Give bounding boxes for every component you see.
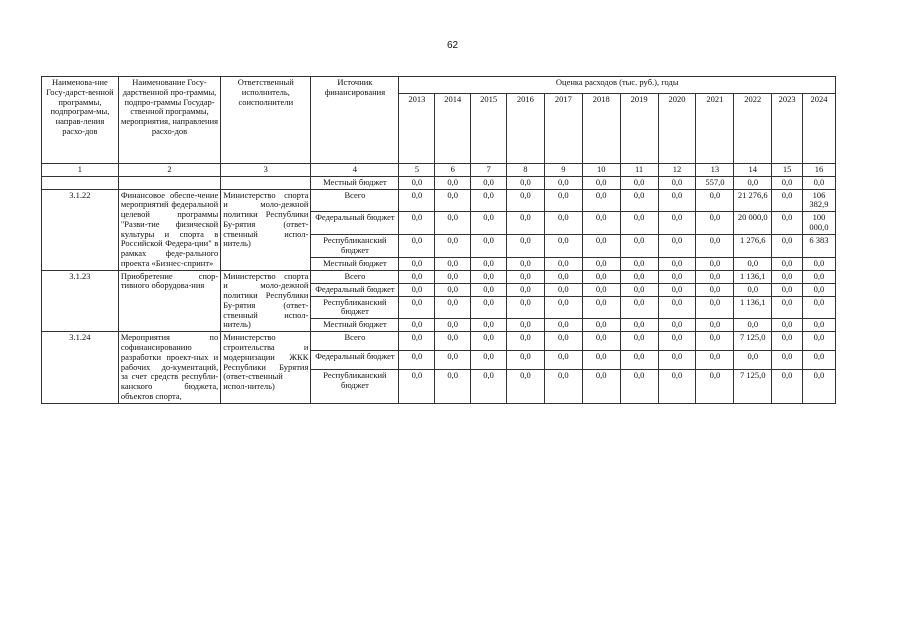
- value-cell: 0,0: [582, 235, 620, 258]
- header-costs: Оценка расходов (тыс. руб.), годы: [399, 77, 836, 94]
- value-cell: 0,0: [802, 296, 835, 319]
- year-header: 2019: [620, 94, 658, 164]
- value-cell: 0,0: [734, 176, 772, 189]
- value-cell: 0,0: [802, 270, 835, 283]
- value-cell: 0,0: [544, 212, 582, 235]
- value-cell: 0,0: [435, 270, 471, 283]
- year-header: 2014: [435, 94, 471, 164]
- value-cell: 0,0: [802, 283, 835, 296]
- value-cell: 0,0: [435, 176, 471, 189]
- column-number: 7: [471, 164, 507, 177]
- value-cell: 557,0: [696, 176, 734, 189]
- value-cell: 0,0: [471, 370, 507, 403]
- item-name: Мероприятия по софинансированию разработки проект-ных и рабочих до-кументаций, за счет средств республи-канского бюджета, объектов спорта,: [118, 332, 220, 403]
- funding-source: Местный бюджет: [311, 176, 399, 189]
- column-number: 6: [435, 164, 471, 177]
- year-header: 2021: [696, 94, 734, 164]
- value-cell: 7 125,0: [734, 370, 772, 403]
- value-cell: 0,0: [658, 283, 696, 296]
- column-number: 13: [696, 164, 734, 177]
- value-cell: 0,0: [544, 270, 582, 283]
- value-cell: 0,0: [471, 283, 507, 296]
- value-cell: 0,0: [399, 370, 435, 403]
- value-cell: 0,0: [544, 351, 582, 370]
- value-cell: 0,0: [471, 270, 507, 283]
- value-cell: 0,0: [435, 257, 471, 270]
- value-cell: 0,0: [544, 332, 582, 351]
- value-cell: 0,0: [658, 189, 696, 212]
- header-col4: Источник финансирования: [311, 77, 399, 164]
- value-cell: 6 383: [802, 235, 835, 258]
- value-cell: 0,0: [802, 332, 835, 351]
- value-cell: 100 000,0: [802, 212, 835, 235]
- value-cell: 0,0: [696, 235, 734, 258]
- value-cell: 0,0: [734, 283, 772, 296]
- value-cell: 0,0: [734, 257, 772, 270]
- value-cell: 0,0: [802, 370, 835, 403]
- column-number: 3: [221, 164, 311, 177]
- funding-source: Местный бюджет: [311, 319, 399, 332]
- value-cell: 0,0: [658, 176, 696, 189]
- value-cell: 0,0: [620, 189, 658, 212]
- value-cell: 0,0: [582, 296, 620, 319]
- value-cell: 0,0: [399, 351, 435, 370]
- value-cell: 0,0: [620, 283, 658, 296]
- value-cell: 0,0: [772, 176, 803, 189]
- value-cell: 7 125,0: [734, 332, 772, 351]
- value-cell: 0,0: [506, 332, 544, 351]
- value-cell: 0,0: [544, 257, 582, 270]
- value-cell: 0,0: [544, 176, 582, 189]
- empty-cell: [42, 176, 119, 189]
- value-cell: 0,0: [696, 296, 734, 319]
- item-executor: Министерство спорта и моло-дежной политики Республики Бу-рятия (ответ-ственный испол-нитель): [221, 270, 311, 332]
- value-cell: 0,0: [696, 283, 734, 296]
- column-number: 12: [658, 164, 696, 177]
- value-cell: 0,0: [471, 235, 507, 258]
- value-cell: 0,0: [696, 189, 734, 212]
- value-cell: 0,0: [506, 176, 544, 189]
- item-code: 3.1.23: [42, 270, 119, 332]
- value-cell: 0,0: [435, 370, 471, 403]
- value-cell: 1 136,1: [734, 296, 772, 319]
- value-cell: 0,0: [620, 235, 658, 258]
- value-cell: 0,0: [506, 189, 544, 212]
- value-cell: 0,0: [620, 332, 658, 351]
- value-cell: 0,0: [582, 351, 620, 370]
- expenditure-table: [41, 76, 836, 404]
- value-cell: 0,0: [696, 257, 734, 270]
- value-cell: 0,0: [772, 189, 803, 212]
- value-cell: 0,0: [620, 176, 658, 189]
- value-cell: 0,0: [471, 296, 507, 319]
- value-cell: 0,0: [802, 351, 835, 370]
- value-cell: 0,0: [435, 319, 471, 332]
- funding-source: Местный бюджет: [311, 257, 399, 270]
- value-cell: 0,0: [471, 319, 507, 332]
- value-cell: 0,0: [435, 332, 471, 351]
- column-number: 11: [620, 164, 658, 177]
- value-cell: 0,0: [772, 235, 803, 258]
- value-cell: 0,0: [506, 319, 544, 332]
- value-cell: 0,0: [435, 296, 471, 319]
- header-col1: Наименова-ние Госу-дарст-венной программы, подпрограм-мы, направ-ления расхо-дов: [42, 77, 119, 164]
- value-cell: 0,0: [696, 270, 734, 283]
- value-cell: 0,0: [696, 332, 734, 351]
- column-number: 8: [506, 164, 544, 177]
- value-cell: 0,0: [620, 319, 658, 332]
- value-cell: 0,0: [544, 283, 582, 296]
- value-cell: 0,0: [772, 257, 803, 270]
- empty-cell: [118, 176, 220, 189]
- value-cell: 0,0: [435, 283, 471, 296]
- value-cell: 0,0: [772, 270, 803, 283]
- value-cell: 0,0: [506, 370, 544, 403]
- value-cell: 0,0: [506, 235, 544, 258]
- value-cell: 0,0: [620, 257, 658, 270]
- funding-source: Федеральный бюджет: [311, 283, 399, 296]
- funding-source: Республиканский бюджет: [311, 235, 399, 258]
- value-cell: 0,0: [506, 351, 544, 370]
- value-cell: 0,0: [658, 351, 696, 370]
- value-cell: 0,0: [658, 296, 696, 319]
- value-cell: 0,0: [471, 189, 507, 212]
- value-cell: 1 276,6: [734, 235, 772, 258]
- column-number: 10: [582, 164, 620, 177]
- value-cell: 0,0: [582, 370, 620, 403]
- column-number: 9: [544, 164, 582, 177]
- value-cell: 0,0: [471, 332, 507, 351]
- value-cell: 0,0: [399, 296, 435, 319]
- value-cell: 21 276,6: [734, 189, 772, 212]
- column-number: 4: [311, 164, 399, 177]
- value-cell: 0,0: [544, 319, 582, 332]
- funding-source: Всего: [311, 270, 399, 283]
- year-header: 2020: [658, 94, 696, 164]
- value-cell: 0,0: [658, 319, 696, 332]
- value-cell: 0,0: [506, 283, 544, 296]
- item-name: Финансовое обеспе-чение мероприятий федеральной целевой программы "Разви-тие физической культуры и спорта в Российской Федера-ции" в рамках феде-рального проекта «Бизнес-спринт»: [118, 189, 220, 270]
- value-cell: 0,0: [544, 296, 582, 319]
- table-row: [42, 270, 836, 283]
- table-row: [42, 332, 836, 351]
- year-header: 2017: [544, 94, 582, 164]
- value-cell: 0,0: [582, 319, 620, 332]
- value-cell: 0,0: [620, 370, 658, 403]
- value-cell: 0,0: [582, 270, 620, 283]
- value-cell: 0,0: [435, 235, 471, 258]
- value-cell: 0,0: [471, 257, 507, 270]
- funding-source: Всего: [311, 189, 399, 212]
- value-cell: 0,0: [544, 235, 582, 258]
- value-cell: 0,0: [471, 212, 507, 235]
- page-number: 62: [446, 40, 459, 51]
- value-cell: 20 000,0: [734, 212, 772, 235]
- value-cell: 0,0: [620, 270, 658, 283]
- value-cell: 0,0: [772, 212, 803, 235]
- value-cell: 0,0: [772, 319, 803, 332]
- value-cell: 0,0: [802, 176, 835, 189]
- value-cell: 0,0: [696, 351, 734, 370]
- item-code: 3.1.22: [42, 189, 119, 270]
- value-cell: 0,0: [399, 319, 435, 332]
- value-cell: 0,0: [399, 212, 435, 235]
- funding-source: Республиканский бюджет: [311, 296, 399, 319]
- value-cell: 0,0: [582, 189, 620, 212]
- value-cell: 0,0: [506, 296, 544, 319]
- value-cell: 0,0: [399, 332, 435, 351]
- column-number: 5: [399, 164, 435, 177]
- column-number: 2: [118, 164, 220, 177]
- value-cell: 0,0: [399, 176, 435, 189]
- value-cell: 0,0: [544, 370, 582, 403]
- value-cell: 0,0: [734, 351, 772, 370]
- value-cell: 0,0: [802, 257, 835, 270]
- value-cell: 0,0: [399, 235, 435, 258]
- value-cell: 0,0: [658, 332, 696, 351]
- funding-source: Федеральный бюджет: [311, 212, 399, 235]
- value-cell: 0,0: [658, 370, 696, 403]
- column-number: 16: [802, 164, 835, 177]
- value-cell: 0,0: [399, 189, 435, 212]
- year-header: 2015: [471, 94, 507, 164]
- item-executor: Министерство строительства и модернизации ЖКК Республики Бурятия (ответ-ственный испол-нитель): [221, 332, 311, 403]
- empty-cell: [221, 176, 311, 189]
- value-cell: 0,0: [399, 257, 435, 270]
- value-cell: 0,0: [734, 319, 772, 332]
- value-cell: 0,0: [658, 257, 696, 270]
- value-cell: 1 136,1: [734, 270, 772, 283]
- year-header: 2016: [506, 94, 544, 164]
- value-cell: 0,0: [471, 351, 507, 370]
- item-name: Приобретение спор-тивного оборудова-ния: [118, 270, 220, 332]
- year-header: 2023: [772, 94, 803, 164]
- value-cell: 0,0: [435, 351, 471, 370]
- value-cell: 0,0: [582, 257, 620, 270]
- value-cell: 0,0: [802, 319, 835, 332]
- value-cell: 0,0: [658, 212, 696, 235]
- year-header: 2024: [802, 94, 835, 164]
- value-cell: 0,0: [620, 212, 658, 235]
- value-cell: 0,0: [696, 319, 734, 332]
- value-cell: 0,0: [435, 189, 471, 212]
- header-col3: Ответственный исполнитель, соисполнители: [221, 77, 311, 164]
- value-cell: 0,0: [620, 351, 658, 370]
- value-cell: 0,0: [399, 283, 435, 296]
- value-cell: 0,0: [506, 257, 544, 270]
- value-cell: 0,0: [506, 270, 544, 283]
- value-cell: 106 382,9: [802, 189, 835, 212]
- column-number: 1: [42, 164, 119, 177]
- funding-source: Республиканский бюджет: [311, 370, 399, 403]
- year-header: 2022: [734, 94, 772, 164]
- value-cell: 0,0: [582, 283, 620, 296]
- value-cell: 0,0: [772, 351, 803, 370]
- column-number: 14: [734, 164, 772, 177]
- table-row: [42, 176, 836, 189]
- value-cell: 0,0: [471, 176, 507, 189]
- table-row: [42, 189, 836, 212]
- item-code: 3.1.24: [42, 332, 119, 403]
- value-cell: 0,0: [772, 296, 803, 319]
- value-cell: 0,0: [582, 332, 620, 351]
- value-cell: 0,0: [435, 212, 471, 235]
- value-cell: 0,0: [506, 212, 544, 235]
- funding-source: Всего: [311, 332, 399, 351]
- value-cell: 0,0: [772, 283, 803, 296]
- value-cell: 0,0: [696, 370, 734, 403]
- value-cell: 0,0: [696, 212, 734, 235]
- value-cell: 0,0: [544, 189, 582, 212]
- value-cell: 0,0: [772, 332, 803, 351]
- header-col2: Наименование Госу-дарственной про-граммы, подпро-граммы Государ-ственной программы, мероприятия, направления расхо-дов: [118, 77, 220, 164]
- value-cell: 0,0: [658, 270, 696, 283]
- value-cell: 0,0: [582, 176, 620, 189]
- item-executor: Министерство спорта и моло-дежной политики Республики Бу-рятия (ответ-ственный испол-нитель): [221, 189, 311, 270]
- value-cell: 0,0: [772, 370, 803, 403]
- year-header: 2018: [582, 94, 620, 164]
- value-cell: 0,0: [658, 235, 696, 258]
- value-cell: 0,0: [582, 212, 620, 235]
- value-cell: 0,0: [620, 296, 658, 319]
- year-header: 2013: [399, 94, 435, 164]
- column-number: 15: [772, 164, 803, 177]
- value-cell: 0,0: [399, 270, 435, 283]
- funding-source: Федеральный бюджет: [311, 351, 399, 370]
